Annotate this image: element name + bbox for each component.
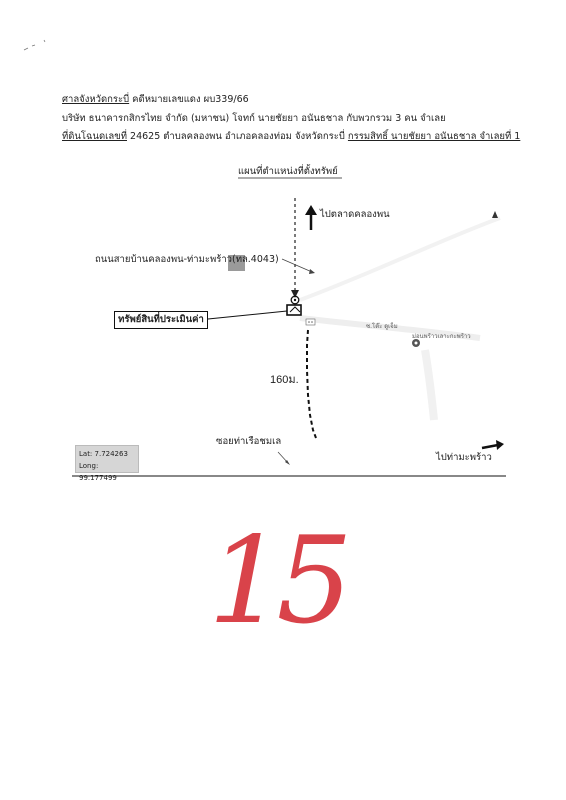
road-leader-line: [282, 259, 312, 272]
arrow-right-shaft: [482, 445, 498, 448]
soi-name-label: ซอยท่าเรือชมเล: [216, 436, 282, 447]
map-title: แผนที่ตำแหน่งที่ตั้งทรัพย์: [238, 166, 338, 177]
property-label-box: ทรัพย์สินที่ประเมินค่า: [114, 311, 208, 329]
case-number: คดีหมายเลขแดง ผบ339/66: [129, 94, 249, 105]
coordinates-box: [75, 445, 139, 482]
to-market-label: ไปตลาดคลองพน: [320, 209, 390, 220]
small-marker-icon: [306, 319, 315, 325]
north-arrow-icon: [492, 211, 498, 218]
arrow-right-icon: [496, 440, 504, 450]
property-leader-line: [208, 311, 287, 319]
faint-place-label-1: ซ.โต๊ะ ดูเจ็ม: [366, 323, 398, 330]
faint-road-2: [425, 350, 434, 420]
stray-mark: [24, 40, 45, 50]
property-house-icon: [287, 305, 301, 315]
latitude-text: Lat: 7.724263: [79, 450, 128, 458]
deed-location: 24625 ตำบลคลองพน อำเภอคลองท่อม จังหวัดกระบี่: [127, 131, 348, 142]
soi-dashed-path: [307, 330, 316, 438]
deed-owner: กรรมสิทธิ์ นายชัยยา อนันธชาล จำเลยที่ 1: [347, 131, 521, 142]
parties-line: บริษัท ธนาคารกสิกรไทย จำกัด (มหาชน) โจทก์ นายชัยยา อนันธชาล กับพวกรวม 3 คน จำเลย: [62, 113, 446, 124]
road-leader-arrowhead: [309, 269, 315, 274]
arrow-up-icon: [305, 205, 317, 215]
to-tha-maphrao-label: ไปท่ามะพร้าว: [436, 452, 492, 463]
distance-label: 160ม.: [270, 374, 299, 386]
deed-label: ที่ดินโฉนดเลขที่: [62, 131, 127, 142]
faint-road-3: [300, 218, 500, 300]
longitude-text: Long: 99.177499: [79, 462, 117, 482]
court-name: ศาลจังหวัดกระบี่: [62, 94, 130, 105]
road-name-label: ถนนสายบ้านคลองพน-ท่ามะพร้าว(ทล.4043): [95, 254, 279, 265]
handwritten-page-number: 15: [208, 512, 345, 651]
faint-place-label-2: ม่อนพร้าวเลาะกะพร้าว: [412, 333, 471, 340]
